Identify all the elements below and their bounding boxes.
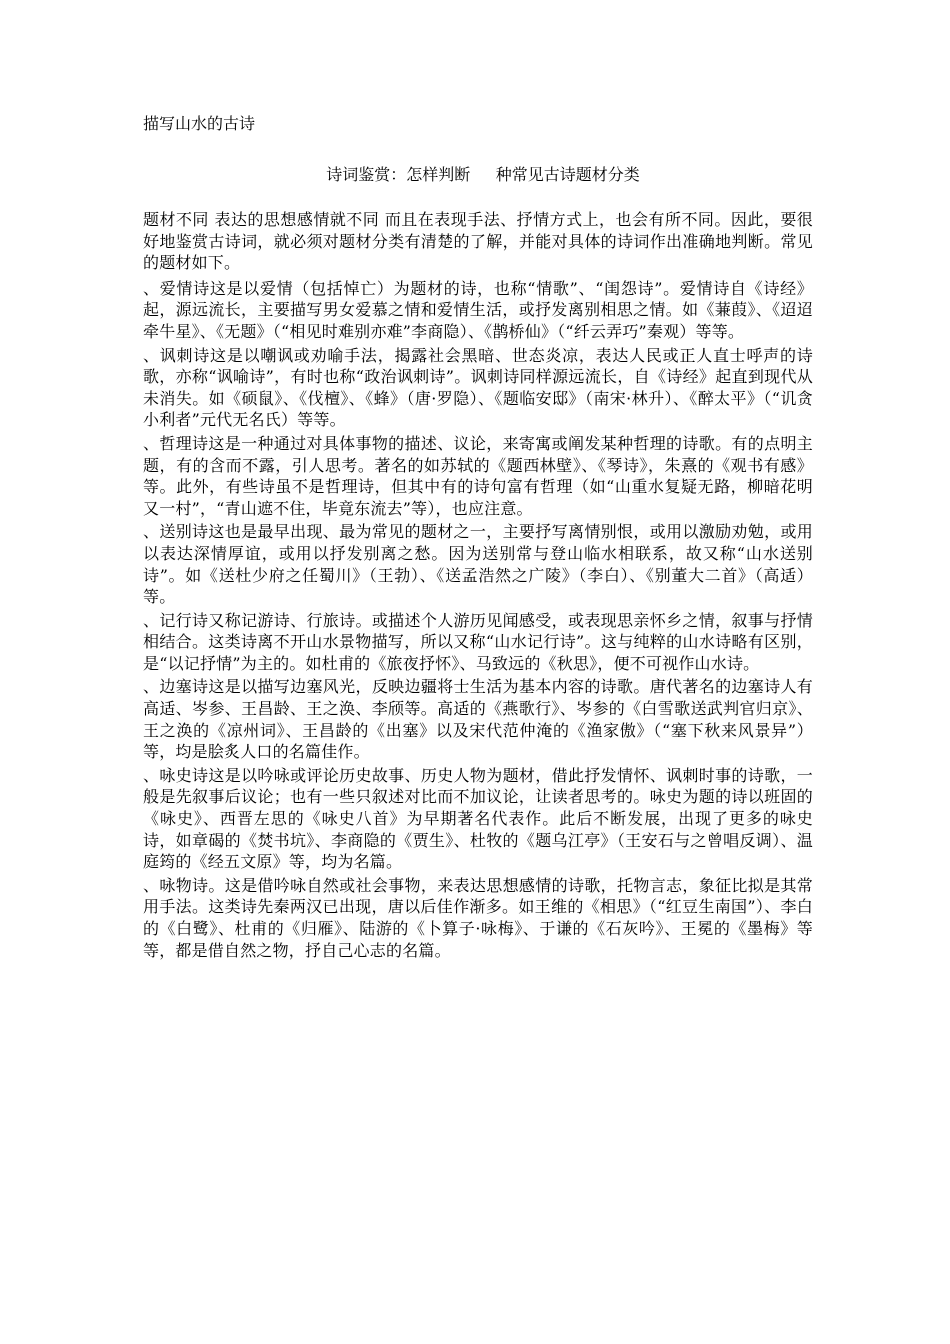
paragraph-travel-poems: 、记行诗又称记游诗、行旅诗。或描述个人游历见闻感受，或表现思亲怀乡之情，叙事与抒情相结合。这类诗离不开山水景物描写，所以又称“山水记行诗”。这与纯粹的山水诗略有区别，是“以记抒情”为主的。如杜甫的《旅夜抒怀》、马致远的《秋思》，便不可视作山水诗。 bbox=[143, 610, 813, 673]
paragraph-farewell-poems: 、送别诗这也是最早出现、最为常见的题材之一，主要抒写离情别恨，或用以激励劝勉，或用以表达深情厚谊，或用以抒发别离之愁。因为送别常与登山临水相联系，故又称“山水送别诗”。如《送杜少府之任蜀川》（王勃）、《送孟浩然之广陵》（李白）、《别董大二首》（高适）等。 bbox=[143, 522, 813, 607]
paragraph-intro: 题材不同 表达的思想感情就不同 而且在表现手法、抒情方式上，也会有所不同。因此，要很好地鉴赏古诗词，就必须对题材分类有清楚的了解，并能对具体的诗词作出准确地判断。常见的题材如下。 bbox=[143, 210, 813, 273]
document-title: 描写山水的古诗 bbox=[143, 114, 256, 133]
paragraph-frontier-poems: 、边塞诗这是以描写边塞风光，反映边疆将士生活为基本内容的诗歌。唐代著名的边塞诗人有高适、岑参、王昌龄、王之涣、李颀等。高适的《燕歌行》、岑参的《白雪歌送武判官归京》、王之涣的《凉州词》、王昌龄的《出塞》以及宋代范仲淹的《渔家傲》（“塞下秋来风景异”）等，均是脍炙人口的名篇佳作。 bbox=[143, 677, 813, 762]
paragraph-love-poems: 、爱情诗这是以爱情（包括悼亡）为题材的诗，也称“情歌”、“闺怨诗”。爱情诗自《诗经》起，源远流长，主要描写男女爱慕之情和爱情生活，或抒发离别相思之情。如《蒹葭》、《迢迢牵牛星》、《无题》（“相见时难别亦难”李商隐）、《鹊桥仙》（“纤云弄巧”秦观）等等。 bbox=[143, 278, 813, 341]
document-body bbox=[143, 209, 813, 961]
paragraph-philosophy-poems: 、哲理诗这是一种通过对具体事物的描述、议论，来寄寓或阐发某种哲理的诗歌。有的点明主题，有的含而不露，引人思考。著名的如苏轼的《题西林壁》、《琴诗》，朱熹的《观书有感》等。此外，有些诗虽不是哲理诗，但其中有的诗句富有哲理（如“山重水复疑无路，柳暗花明又一村”，“青山遮不住，毕竟东流去”等），也应注意。 bbox=[143, 433, 813, 518]
paragraph-history-poems: 、咏史诗这是以吟咏或评论历史故事、历史人物为题材，借此抒发情怀、讽刺时事的诗歌，一般是先叙事后议论；也有一些只叙述对比而不加议论，让读者思考的。咏史为题的诗以班固的《咏史》、西晋左思的《咏史八首》为早期著名代表作。此后不断发展，出现了更多的咏史诗，如章碣的《焚书坑》、李商隐的《贾生》、杜牧的《题乌江亭》（王安石与之曾唱反调）、温庭筠的《经五文原》等，均为名篇。 bbox=[143, 765, 813, 872]
paragraph-object-poems: 、咏物诗。这是借吟咏自然或社会事物，来表达思想感情的诗歌，托物言志，象征比拟是其常用手法。这类诗先秦两汉已出现，唐以后佳作渐多。如王维的《相思》（“红豆生南国”）、李白的《白鹭》、杜甫的《归雁》、陆游的《卜算子·咏梅》、于谦的《石灰吟》、王冕的《墨梅》等等，都是借自然之物，抒自己心志的名篇。 bbox=[143, 875, 813, 960]
document-subtitle: 诗词鉴赏：怎样判断 种常见古诗题材分类 bbox=[326, 165, 640, 184]
paragraph-satire-poems: 、讽刺诗这是以嘲讽或劝喻手法，揭露社会黑暗、世态炎凉，表达人民或正人直士呼声的诗歌，亦称“讽喻诗”，有时也称“政治讽刺诗”。讽刺诗同样源远流长，自《诗经》起直到现代从未消失。如《硕鼠》、《伐檀》、《蜂》（唐·罗隐）、《题临安邸》（南宋·林升）、《醉太平》（“讥贪小利者”元代无名氏）等等。 bbox=[143, 345, 813, 430]
document-page bbox=[143, 112, 813, 963]
